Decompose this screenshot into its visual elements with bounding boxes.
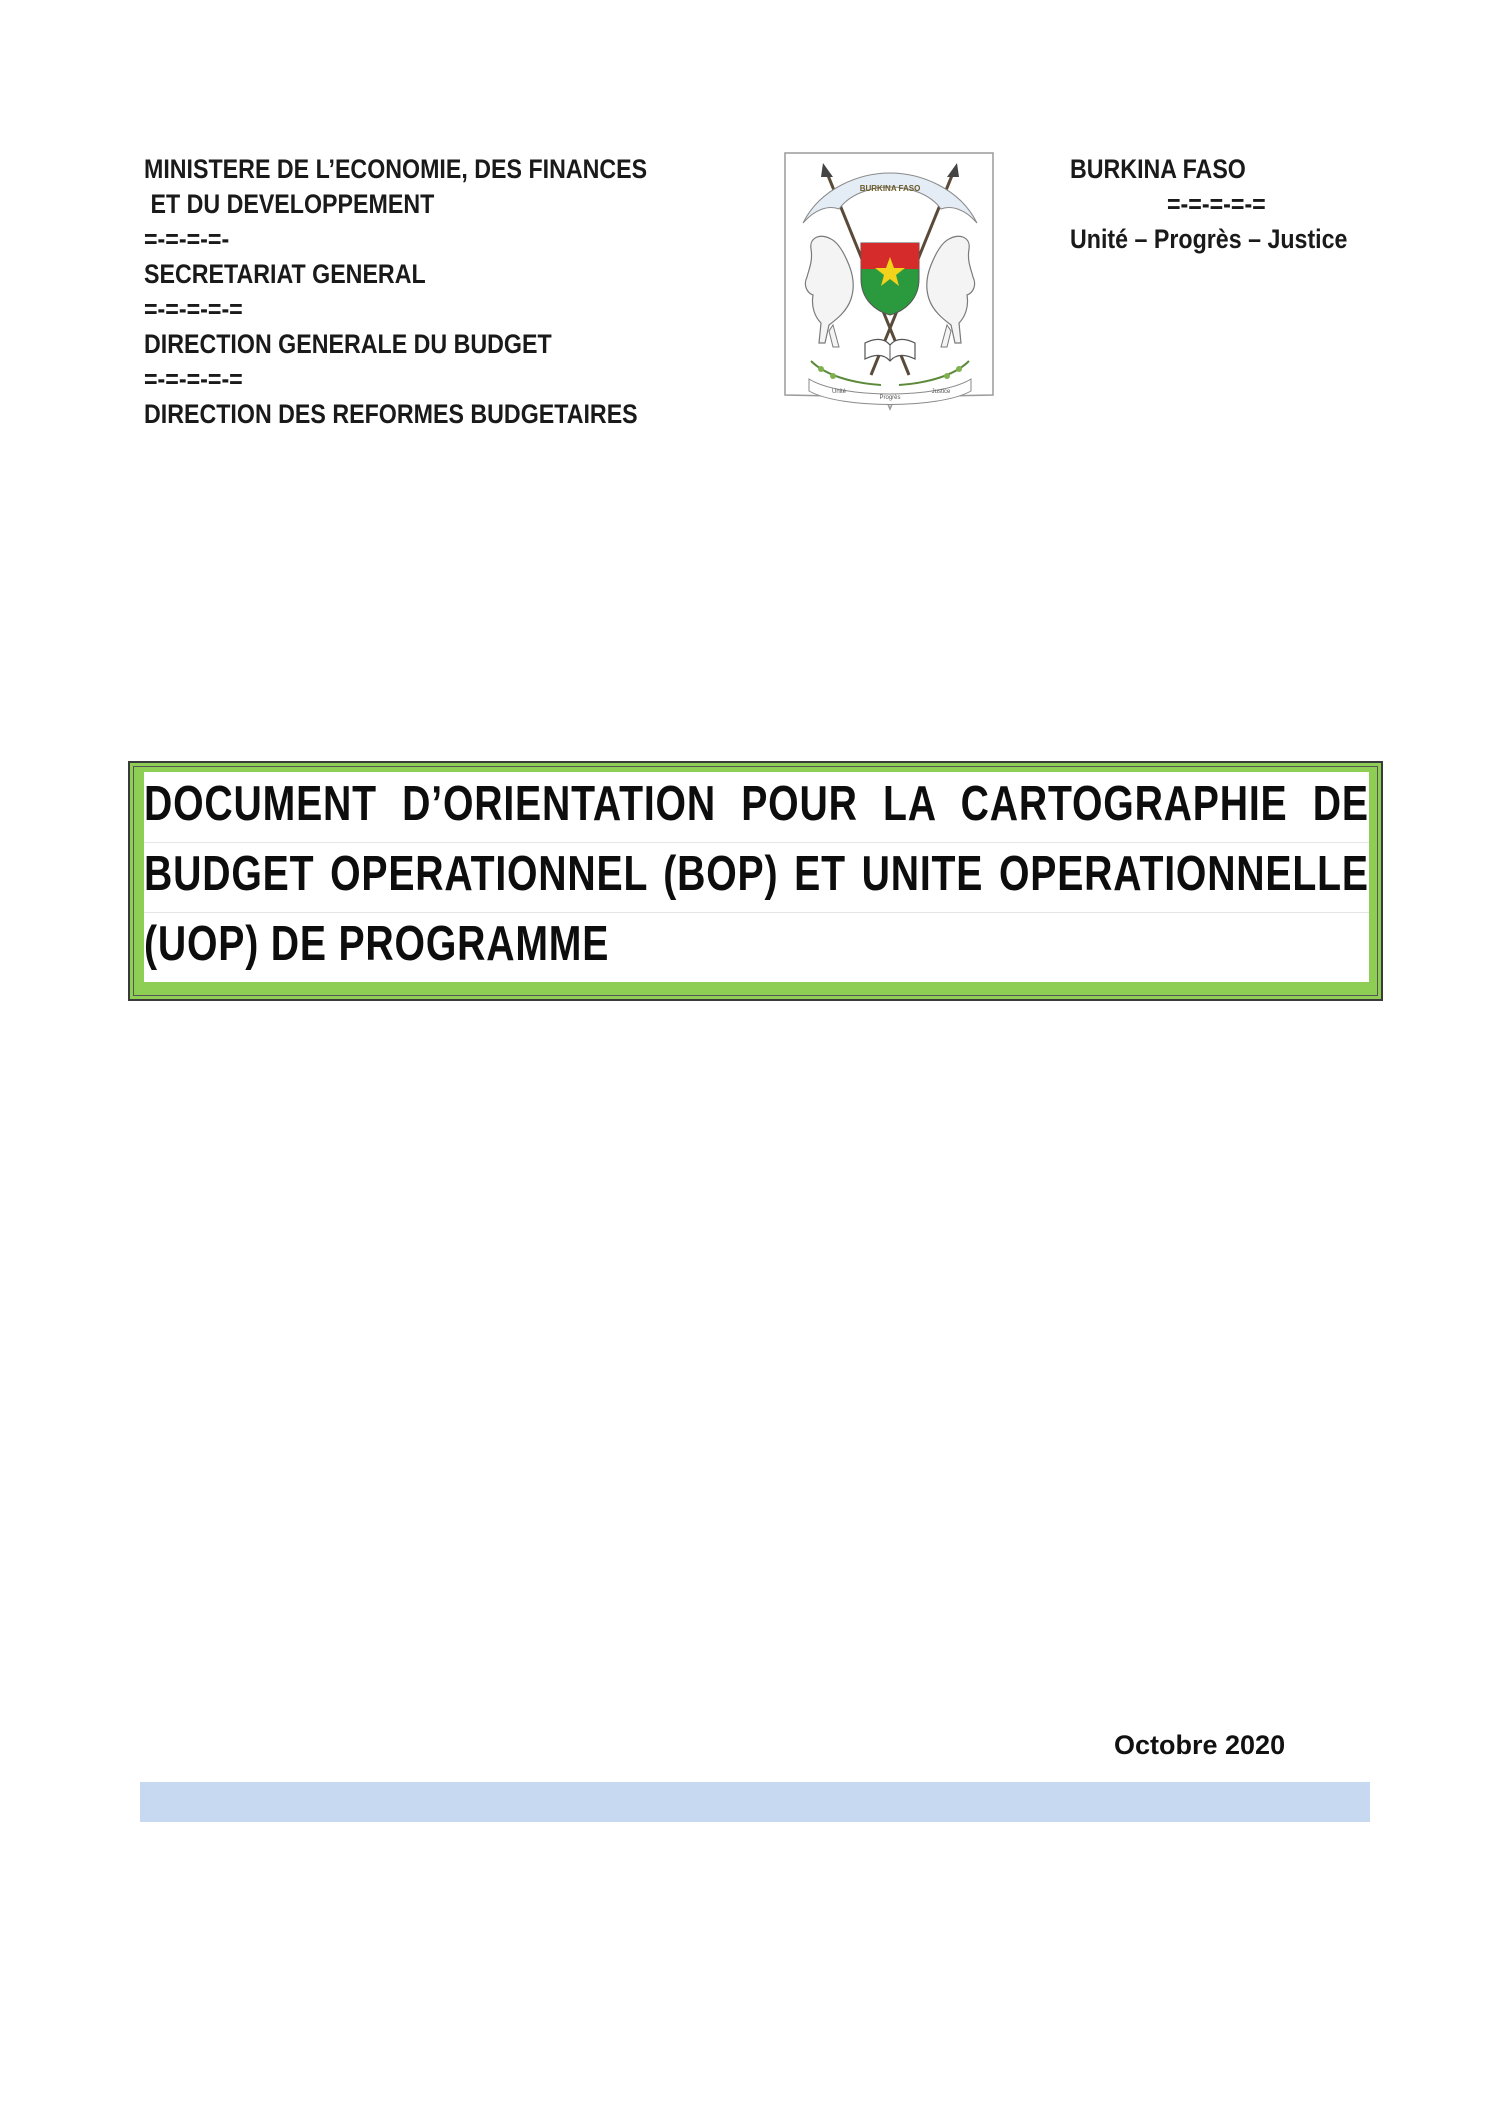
separator: =-=-=-=-= xyxy=(1167,189,1266,219)
document-title-box xyxy=(128,761,1383,1001)
scroll-text-center: Progrès xyxy=(879,395,901,401)
coat-of-arms-emblem xyxy=(781,147,999,415)
direction-generale-budget: DIRECTION GENERALE DU BUDGET xyxy=(144,329,552,359)
scroll-text-right: Justice xyxy=(931,389,951,395)
scroll-text-left: Unité xyxy=(831,389,847,395)
separator: =-=-=-=-= xyxy=(144,294,243,324)
ministry-line-1: MINISTERE DE L’ECONOMIE, DES FINANCES xyxy=(144,154,648,184)
title-line-1: DOCUMENT D’ORIENTATION POUR LA CARTOGRAPHIE DE xyxy=(144,777,1369,831)
national-motto: Unité – Progrès – Justice xyxy=(1070,224,1348,254)
banner-text: BURKINA FASO xyxy=(859,184,921,193)
footer-band xyxy=(140,1782,1370,1822)
document-title xyxy=(144,772,1369,982)
publication-date: Octobre 2020 xyxy=(1114,1730,1286,1760)
title-line-2: BUDGET OPERATIONNEL (BOP) ET UNITE OPERATIONNELLE xyxy=(144,847,1369,901)
secretariat-general: SECRETARIAT GENERAL xyxy=(144,259,426,289)
separator: =-=-=-=- xyxy=(144,224,230,254)
direction-reformes-budgetaires: DIRECTION DES REFORMES BUDGETAIRES xyxy=(144,399,638,429)
separator: =-=-=-=-= xyxy=(144,364,243,394)
country-name: BURKINA FASO xyxy=(1070,154,1246,184)
title-line-3: (UOP) DE PROGRAMME xyxy=(144,917,610,971)
ministry-line-2: ET DU DEVELOPPEMENT xyxy=(144,189,435,219)
